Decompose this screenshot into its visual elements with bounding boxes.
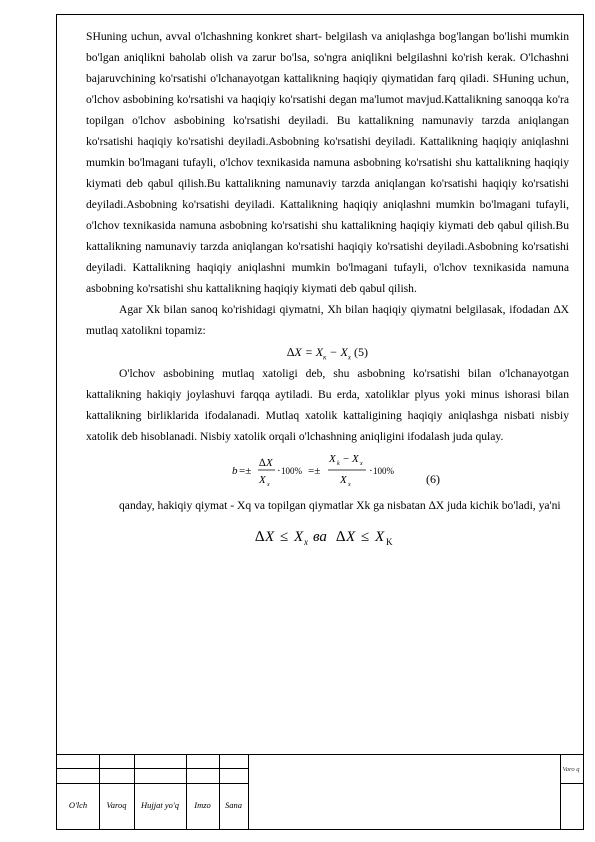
formula-6-num2-subk: k	[336, 461, 340, 467]
formula-7-x1: X	[264, 529, 274, 545]
formula-7	[86, 516, 569, 556]
paragraph-2: Agar Xk bilan sanoq ko'rishidagi qiymatni, Xh bilan haqiqiy qiymatni belgilasak, ifodadan ∆X mutlaq xatolikni topamiz:	[86, 303, 569, 337]
formula-6-den2-sub: х	[347, 482, 351, 488]
formula-6-dot: ·	[276, 465, 281, 477]
formula-7-leq: ≤	[279, 529, 288, 545]
formula-6-num2-xx: X	[351, 453, 359, 465]
formula-6-pct-2: 100%	[372, 466, 394, 476]
formula-6-num2-subx: х	[359, 461, 363, 467]
formula-6-svg	[228, 447, 428, 493]
formula-6-num-delta: ∆	[258, 457, 266, 469]
formula-6-eq-pm: =±	[238, 465, 251, 477]
formula-5-minus: −	[329, 345, 338, 359]
formula-6-pct: 100%	[280, 466, 302, 476]
formula-6-number: (6)	[426, 472, 440, 486]
paragraph-3: O'lchov asbobining mutlaq xatoligi deb, shu asbobning ko'rsatishi bilan o'lchanayotgan kattalikning hakiqiy joylashuvi farqqa aytiladi. Bu erda, xatoliklar plyus yoki minus ishorasi bilan kattalikning birliklarida ifodalanadi. Mutlaq xatolik kattaligining haqiqiy aniqlashga nisbati nisbiy xatolik deb hisoblanadi. Nisbiy xatolik orqali o'lchashning aniqligini ifodalash juda qulay.	[86, 367, 569, 443]
formula-6	[86, 447, 569, 495]
formula-7-svg	[253, 522, 403, 550]
formula-6-num2-minus: −	[342, 453, 349, 465]
formula-6-b: b	[231, 465, 237, 477]
formula-7-delta: ∆	[254, 529, 264, 545]
title-block-sana: Sana	[225, 800, 242, 810]
formula-7-delta-2: ∆	[335, 529, 345, 545]
formula-6-den-sub: х	[266, 482, 270, 488]
formula-5-xx: X	[340, 345, 348, 359]
formula-7-sub-x: х	[303, 537, 308, 547]
formula-5-sub-x: х	[347, 353, 351, 362]
formula-5-delta: ∆	[287, 345, 295, 359]
formula-5-xk: X	[315, 345, 324, 359]
formula-6-eq-pm-2: =±	[307, 465, 320, 477]
formula-7-x2: X	[293, 529, 303, 545]
formula-6-num2-xk: X	[328, 453, 336, 465]
formula-5-equals: =	[304, 345, 313, 359]
formula-7-x4: X	[374, 529, 384, 545]
formula-5	[86, 341, 569, 363]
formula-5-sub-k: к	[323, 353, 327, 362]
formula-5-number: (5)	[353, 345, 368, 359]
formula-7-sub-k: K	[385, 537, 392, 547]
formula-5-x: X	[294, 345, 302, 359]
title-block-imzo: Imzo	[194, 800, 211, 810]
formula-6-den-x: X	[258, 474, 266, 486]
title-block-varoq-label: Varo q	[562, 766, 580, 773]
title-block-varoq: Varoq	[106, 800, 127, 810]
title-block-hujjat: Hujjat yo'q	[141, 800, 179, 810]
title-block	[57, 754, 583, 829]
formula-6-num-x: X	[265, 457, 273, 469]
document-body	[86, 26, 569, 556]
formula-6-dot-2: ·	[368, 465, 373, 477]
formula-7-leq-2: ≤	[360, 529, 369, 545]
title-block-olch: O'lch	[68, 800, 88, 810]
formula-7-x3: X	[345, 529, 355, 545]
formula-7-word: ва	[312, 529, 327, 545]
formula-6-den2-x: X	[339, 474, 347, 486]
paragraph-1: SHuning uchun, avval o'lchashning konkret shart- belgilash va aniqlashga bog'langan bo'lishi mumkin bo'lgan aniqlikni baholab olish va zarur bo'lsa, so'ngra aniqlikni belgilashni ko'rish kerak. O'lchashni bajaruvchining ko'rsatishi o'lchanayotgan kattalikning haqiqiy qiymatidan farq qiladi. SHuning uchun, o'lchov asbobining ko'rsatishi va haqiqiy ko'rsatishi degan ma'lumot mavjud.Kattalikning sanoqqa ko'ra topilgan o'lchov asbobining ko'rsatishi deyiladi. Bu kattalikning namunaviy tarzda aniqlangan ko'rsatishi haqiqiy ko'rsatishi deyiladi.Asbobning ko'rsatishi deyiladi. Kattalikning haqiqiy aniqlashni mumkin bo'lmagani tufayli, o'lchov texnikasida namuna asbobning ko'rsatishi shu kattalikning haqiqiy kiymati deb qabul qilish.Bu kattalikning namunaviy tarzda aniqlangan ko'rsatishi haqiqiy ko'rsatishi deyiladi.Asbobning ko'rsatishi deyiladi. Kattalikning haqiqiy aniqlashni mumkin bo'lmagani tufayli, o'lchov texnikasida namuna asbobning ko'rsatishi shu kattalikning haqiqiy kiymati deb qabul qilish.Bu kattalikning namunaviy tarzda aniqlangan ko'rsatishi haqiqiy ko'rsatishi deyiladi.Asbobning ko'rsatishi deyiladi. Kattalikning haqiqiy aniqlashni mumkin bo'lmagani tufayli, o'lchov texnikasida namuna asbobning ko'rsatishi shu kattalikning haqiqiy kiymati deb qabul qilish.	[86, 30, 569, 295]
paragraph-4: qanday, hakiqiy qiymat - Xq va topilgan qiymatlar Xk ga nisbatan ∆X juda kichik bo'ladi, ya'ni	[119, 499, 561, 512]
